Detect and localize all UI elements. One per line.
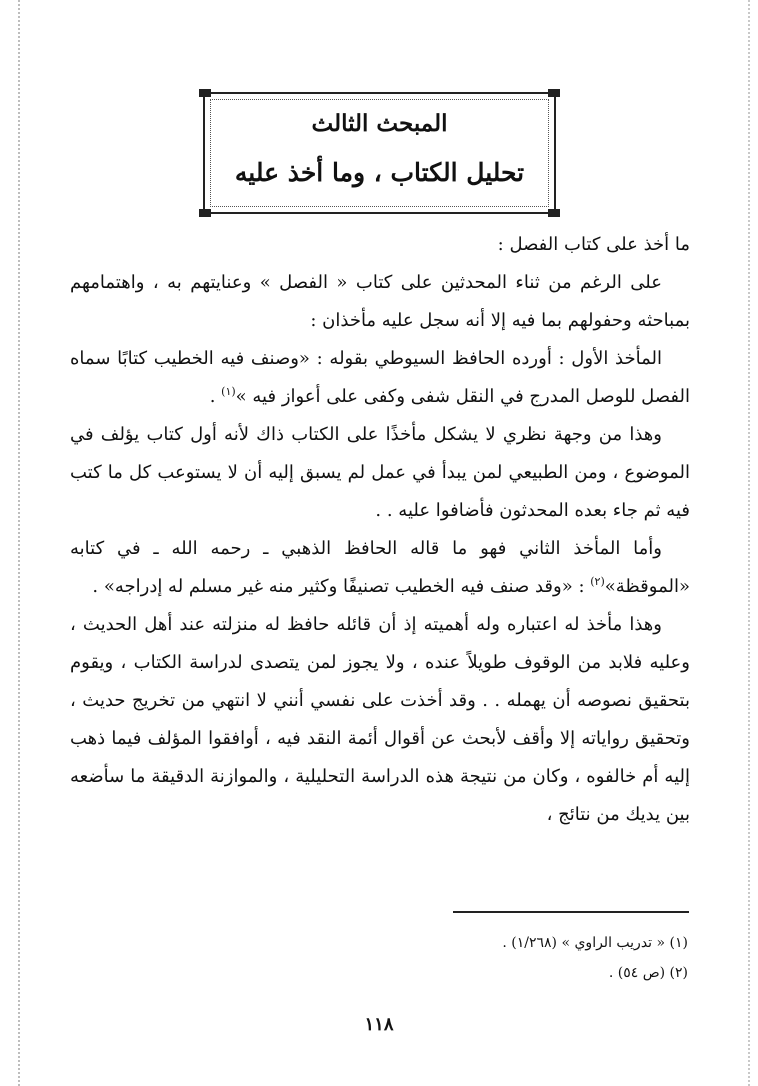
scan-edge-left	[18, 0, 20, 1086]
footnote-divider	[453, 911, 689, 913]
paragraph-first-comment: وهذا من وجهة نظري لا يشكل مأخذًا على الكتاب ذاك لأنه أول كتاب يؤلف في الموضوع ، ومن الطبيعي لمن يبدأ في عمل لم يسبق إليه أن لا يستوعب كل ما كتب فيه ثم جاء بعده المحدثون فأضافوا عليه . .	[70, 424, 690, 521]
scan-edge-right	[748, 0, 750, 1086]
body-text	[70, 226, 690, 834]
first-critique-end: .	[209, 386, 222, 407]
frame-corner-ornament	[199, 89, 211, 97]
frame-corner-ornament	[199, 209, 211, 217]
paragraph-first-critique	[70, 340, 690, 416]
page-number: ١١٨	[364, 1014, 394, 1035]
paragraph-second-comment: وهذا مأخذ له اعتباره وله أهميته إذ أن قائله حافظ له منزلته عند أهل الحديث ، وعليه فلابد من الوقوف طويلاً عنده ، ولا يجوز لمن يتصدى لدراسة الكتاب ، ويقوم بتحقيق نصوصه أن يهمله . . وقد أخذت على نفسي أنني لا انتهي من تخريج حديث ، وتحقيق رواياته إلا وأقف لأبحث عن أقوال أئمة النقد فيه ، أوافقوا المؤلف فيما ذهب إليه أم خالفوه ، وكان من نتيجة هذه الدراسة التحليلية ، والموازنة الدقيقة ما سأضعه بين يديك من نتائج ،	[70, 614, 690, 825]
second-critique-end: : «وقد صنف فيه الخطيب تصنيفًا وكثير منه غير مسلم له إدراجه» .	[92, 576, 591, 597]
subheading: ما أخذ على كتاب الفصل :	[497, 234, 690, 255]
footnotes	[300, 928, 688, 988]
frame-corner-ornament	[548, 89, 560, 97]
frame-corner-ornament	[548, 209, 560, 217]
second-critique-text: وأما المأخذ الثاني فهو ما قاله الحافظ الذهبي ـ رحمه الله ـ في كتابه «الموقظة»	[70, 538, 690, 597]
footnote-ref-2: (٢)	[590, 575, 605, 588]
paragraph-intro: على الرغم من ثناء المحدثين على كتاب « الفصل » وعنايتهم به ، واهتمامهم بمباحثه وحفولهم بما فيه إلا أنه سجل عليه مأخذان :	[70, 272, 690, 331]
section-subtitle: تحليل الكتاب ، وما أخذ عليه	[234, 158, 525, 187]
section-heading: المبحث الثالث	[311, 110, 448, 137]
footnote-1: (١) « تدريب الراوي » (١/٢٦٨) .	[502, 935, 688, 951]
footnote-ref-1: (١)	[221, 385, 236, 398]
footnote-2: (٢) (ص ٥٤) .	[608, 965, 688, 981]
first-critique-text: المأخذ الأول : أورده الحافظ السيوطي بقوله : «وصنف فيه الخطيب كتابًا سماه الفصل للوصل المدرج في النقل شفى وكفى على أعواز فيه »	[70, 348, 690, 407]
section-title-box	[203, 92, 556, 214]
paragraph-second-critique	[70, 530, 690, 606]
